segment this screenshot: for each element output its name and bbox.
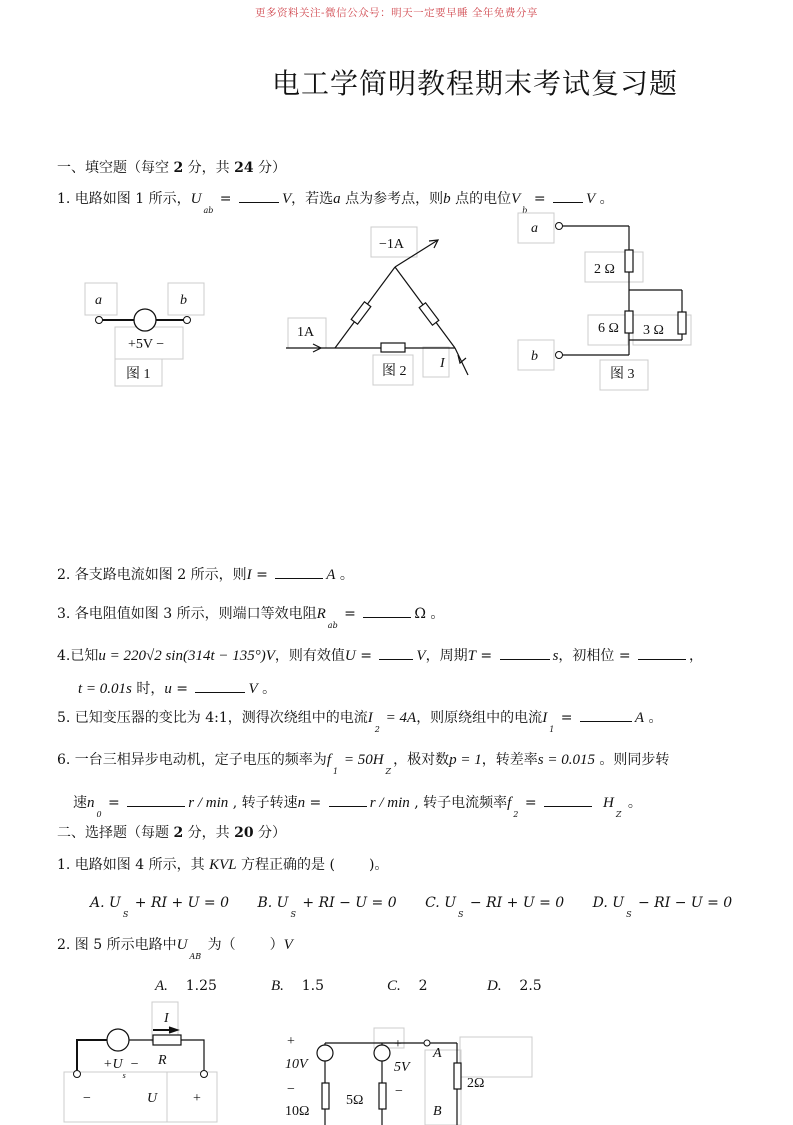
fig4-minus: −	[83, 1091, 91, 1106]
answer-blank	[500, 646, 550, 660]
fig3-caption: 图 3	[610, 367, 635, 382]
fig2-right-current: I	[440, 356, 445, 371]
section1-heading: 一、填空题（每空 2 分，共 24 分）	[57, 160, 287, 176]
fig5-plus-2: +	[394, 1037, 402, 1052]
answer-blank	[329, 793, 367, 807]
mc2-option-c[interactable]: C. 2	[387, 978, 428, 994]
fig3-r2: 6 Ω	[598, 321, 619, 336]
fig3-r3: 3 Ω	[643, 323, 664, 338]
mc2-option-a[interactable]: A. 1.25	[155, 978, 217, 994]
fig4-voltage-label: U	[147, 1091, 158, 1106]
question-2: 2. 各支路电流如图 2 所示，则I = A 。	[57, 567, 354, 583]
fig5-source-10v: 10V	[285, 1057, 308, 1072]
question-5: 5. 已知变压器的变比为 4:1，测得次绕组中的电流$I_2 = 4A$，则原绕组中的电流$I_1 = A$ 。	[57, 710, 663, 734]
mc-question-1: 1. 电路如图 4 所示，其 KVL 方程正确的是 ( )。	[57, 857, 389, 873]
fig5-resistor-5: 5Ω	[346, 1093, 364, 1108]
fig1-caption: 图 1	[126, 367, 151, 382]
answer-blank	[553, 189, 583, 203]
fig2-caption: 图 2	[382, 364, 407, 379]
answer-blank	[580, 708, 632, 722]
fig3-r1: 2 Ω	[594, 262, 615, 277]
section2-heading: 二、选择题（每题 2 分，共 20 分）	[57, 825, 287, 841]
mc2-option-b[interactable]: B. 1.5	[271, 978, 324, 994]
fig5-minus-1: −	[287, 1082, 295, 1097]
figure-5-circuit	[280, 1025, 530, 1125]
mc1-option-a[interactable]: A. $U_S$ + RI + U = 0	[90, 895, 229, 919]
fig5-resistor-2: 2Ω	[467, 1076, 485, 1091]
fig2-top-current: −1A	[379, 237, 405, 252]
mc1-option-d[interactable]: D. $U_S$ − RI − U = 0	[592, 895, 733, 919]
mc-question-2: 2. 图 5 所示电路中$U_{AB}$ 为（ ）V	[57, 937, 293, 961]
fig1-node-b: b	[180, 293, 187, 308]
figure-4-circuit	[63, 1000, 233, 1122]
fig5-resistor-10: 10Ω	[285, 1104, 310, 1119]
page-title: 电工学简明教程期末考试复习题	[272, 67, 679, 100]
mc1-option-c[interactable]: C. $U_S$ − RI + U = 0	[425, 895, 565, 919]
question-4: 4.已知u = 220√2 sin(314t − 135°)V，则有效值U = V，周期T = s，初相位 = ，	[57, 648, 704, 664]
fig4-current-label: I	[164, 1011, 169, 1026]
voltage-source-icon	[134, 309, 156, 331]
fig5-node-a: A	[433, 1046, 442, 1061]
answer-blank	[544, 793, 592, 807]
mc2-option-d[interactable]: D. 2.5	[487, 978, 542, 994]
fig3-node-a: a	[531, 221, 538, 236]
fig4-resistor-label: R	[158, 1053, 167, 1068]
mc1-option-b[interactable]: B. $U_S$ + RI − U = 0	[257, 895, 397, 919]
fig2-left-current: 1A	[297, 325, 315, 340]
fig5-plus-1: +	[287, 1034, 295, 1049]
question-4-line-2: t = 0.01s 时，u = V 。	[78, 681, 277, 697]
answer-blank	[239, 189, 279, 203]
answer-blank	[127, 793, 185, 807]
answer-blank	[363, 604, 411, 618]
question-1: 1. 电路如图 1 所示，$U_{ab} = V$，若选a 点为参考点，则b 点的电位$V_b = V$ 。	[57, 191, 614, 215]
fig5-node-b: B	[433, 1104, 442, 1119]
fig5-minus-2: −	[395, 1084, 403, 1099]
fig1-node-a: a	[95, 293, 102, 308]
question-6: 6. 一台三相异步电动机，定子电压的频率为$f_1 = 50H_Z$，极对数p = 1，转差率s = 0.015 。则同步转	[57, 752, 670, 776]
fig5-source-5v: 5V	[394, 1060, 410, 1075]
question-6-line-2: 速$n_0 = r / \min$ , 转子转速n = r / min , 转子电流频率$f_2 = H_Z$ 。	[73, 795, 642, 819]
answer-blank	[275, 565, 323, 579]
answer-blank	[379, 646, 413, 660]
fig4-plus: +	[193, 1091, 201, 1106]
answer-blank	[195, 679, 245, 693]
figure-2-circuit	[283, 225, 478, 390]
mc2-options	[155, 978, 542, 995]
figure-1-circuit	[80, 280, 210, 390]
watermark: 更多资料关注-微信公众号：明天一定要早睡 全年免费分享	[255, 7, 538, 19]
figure-3-circuit	[515, 210, 705, 395]
fig3-node-b: b	[531, 349, 538, 364]
fig1-source-label: +5V −	[128, 337, 165, 352]
fig4-source-label: $+U_s-$	[103, 1057, 140, 1080]
question-3: 3. 各电阻值如图 3 所示，则端口等效电阻$R_{ab} = \Omega$ 。	[57, 606, 445, 630]
mc1-options	[90, 895, 733, 919]
answer-blank	[638, 646, 686, 660]
